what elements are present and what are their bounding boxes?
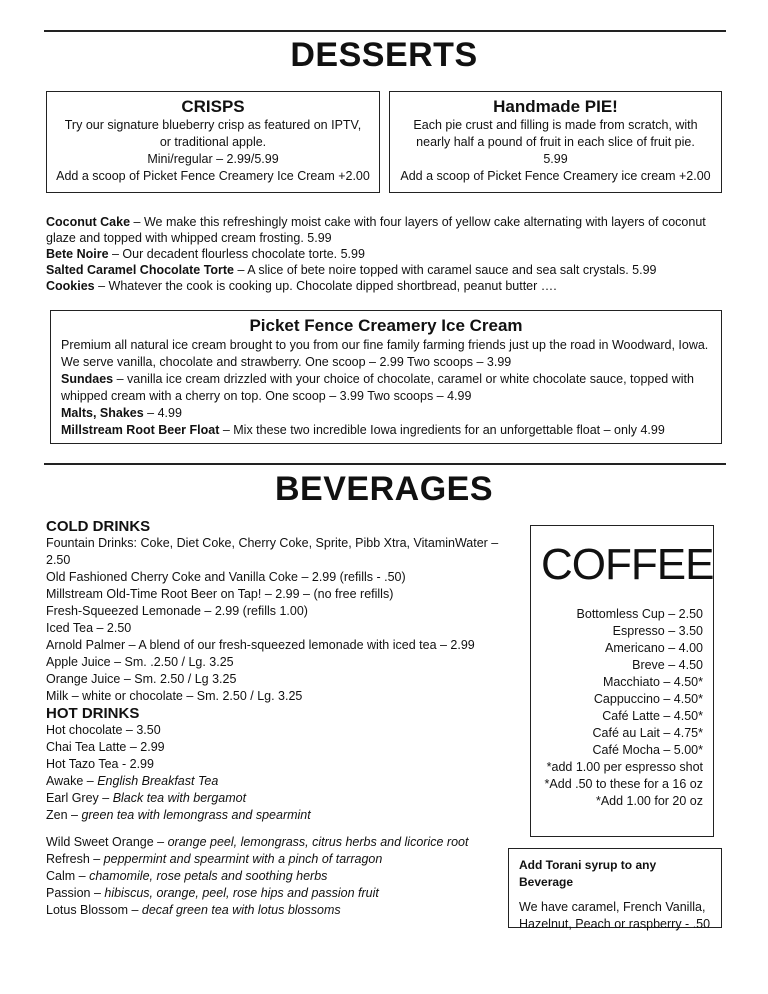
- tea-name: Refresh –: [46, 852, 104, 866]
- coffee-item: Café Mocha – 5.00*: [592, 743, 703, 757]
- tea-item: [46, 868, 516, 885]
- cold-drink-item: Orange Juice – Sm. 2.50 / Lg 3.25: [46, 672, 237, 686]
- hot-drink-item: Hot chocolate – 3.50: [46, 723, 161, 737]
- cold-drink-item: Fresh-Squeezed Lemonade – 2.99 (refills 1.00): [46, 604, 308, 618]
- tea-desc: hibiscus, orange, peel, rose hips and passion fruit: [104, 886, 379, 900]
- tea-name: Zen –: [46, 808, 82, 822]
- coffee-item: Espresso – 3.50: [612, 624, 703, 638]
- coffee-box: [530, 525, 714, 837]
- crisps-line: Try our signature blueberry crisp as featured on IPTV, or traditional apple.: [64, 118, 362, 149]
- coffee-item: Café Latte – 4.50*: [602, 709, 703, 723]
- hot-drinks-heading: HOT DRINKS: [46, 705, 140, 722]
- tea-desc: English Breakfast Tea: [97, 774, 219, 788]
- pie-heading: Handmade PIE!: [493, 97, 618, 116]
- cold-drink-item: Apple Juice – Sm. .2.50 / Lg. 3.25: [46, 655, 234, 669]
- dessert-item-name: Cookies: [46, 279, 95, 293]
- dessert-item-desc: – We make this refreshingly moist cake with four layers of yellow cake alternating with layers of coconut glaze and topped with whipped cream frosting. 5.99: [46, 215, 706, 245]
- hot-drink-item: Chai Tea Latte – 2.99: [46, 740, 165, 754]
- torani-heading: Add Torani syrup to any Beverage: [519, 858, 657, 889]
- tea-desc: decaf green tea with lotus blossoms: [141, 903, 341, 917]
- tea-item: [46, 773, 516, 790]
- icecream-item-name: Millstream Root Beer Float: [61, 423, 220, 437]
- icecream-item-desc: – Mix these two incredible Iowa ingredients for an unforgettable float – only 4.99: [219, 423, 665, 437]
- coffee-title: COFFEE: [541, 540, 714, 589]
- icecream-item: [61, 371, 711, 405]
- coffee-note: *add 1.00 per espresso shot: [546, 760, 703, 774]
- dessert-list: [46, 214, 726, 294]
- coffee-item: Americano – 4.00: [605, 641, 703, 655]
- coffee-item: Breve – 4.50: [632, 658, 703, 672]
- tea-item: [46, 885, 516, 902]
- dessert-item-name: Salted Caramel Chocolate Torte: [46, 263, 235, 277]
- tea-desc: chamomile, rose petals and soothing herbs: [89, 869, 328, 883]
- icecream-item-desc: – vanilla ice cream drizzled with your choice of chocolate, caramel or white chocolate sauce, topped with whipped cream with a cherry on top. One scoop – 3.99 Two scoops – 4.99: [61, 372, 694, 403]
- cold-drink-item: Milk – white or chocolate – Sm. 2.50 / Lg. 3.25: [46, 689, 303, 703]
- top-rule: [44, 30, 726, 32]
- dessert-item: [46, 214, 726, 246]
- dessert-item-name: Bete Noire: [46, 247, 109, 261]
- icecream-item-name: Sundaes: [61, 372, 114, 386]
- icecream-item-desc: – 4.99: [143, 406, 182, 420]
- coffee-note: *Add 1.00 for 20 oz: [595, 794, 703, 808]
- tea-desc: Black tea with bergamot: [112, 791, 247, 805]
- beverage-list: [46, 518, 516, 919]
- dessert-item-desc: – A slice of bete noire topped with caramel sauce and sea salt crystals. 5.99: [234, 263, 657, 277]
- cold-drinks-heading: COLD DRINKS: [46, 518, 151, 535]
- hot-drink-item: Hot Tazo Tea - 2.99: [46, 757, 154, 771]
- pie-line: Each pie crust and filling is made from scratch, with nearly half a pound of fruit in each slice of fruit pie.: [413, 118, 698, 149]
- tea-item: [46, 834, 516, 851]
- cold-drink-item: Fountain Drinks: Coke, Diet Coke, Cherry Coke, Sprite, Pibb Xtra, VitaminWater – 2.50: [46, 536, 499, 567]
- tea-name: Lotus Blossom –: [46, 903, 142, 917]
- dessert-item-name: Coconut Cake: [46, 215, 131, 229]
- crisps-line: Mini/regular – 2.99/5.99: [147, 152, 279, 166]
- tea-name: Passion –: [46, 886, 105, 900]
- pie-box: [389, 91, 722, 193]
- torani-box: [508, 848, 722, 931]
- coffee-item: Macchiato – 4.50*: [602, 675, 703, 689]
- tea-item: [46, 790, 516, 807]
- cold-drink-item: Millstream Old-Time Root Beer on Tap! – 2.99 – (no free refills): [46, 587, 394, 601]
- tea-desc: green tea with lemongrass and spearmint: [81, 808, 311, 822]
- icecream-box: [50, 310, 722, 444]
- dessert-item: [46, 246, 726, 262]
- dessert-item: [46, 278, 726, 294]
- tea-desc: peppermint and spearmint with a pinch of tarragon: [103, 852, 383, 866]
- tea-name: Wild Sweet Orange –: [46, 835, 168, 849]
- tea-item: [46, 851, 516, 868]
- desserts-title: DESSERTS: [290, 36, 478, 74]
- crisps-heading: CRISPS: [181, 97, 245, 116]
- pie-line: 5.99: [543, 152, 568, 166]
- icecream-item-name: Malts, Shakes: [61, 406, 144, 420]
- tea-name: Calm –: [46, 869, 90, 883]
- tea-name: Earl Grey –: [46, 791, 113, 805]
- tea-item: [46, 902, 516, 919]
- coffee-note: *Add .50 to these for a 16 oz: [544, 777, 703, 791]
- dessert-item-desc: – Our decadent flourless chocolate torte. 5.99: [108, 247, 365, 261]
- torani-text: We have caramel, French Vanilla, Hazelnut, Peach or raspberry - .50: [519, 900, 711, 931]
- tea-name: Awake –: [46, 774, 98, 788]
- middle-rule: [44, 463, 726, 465]
- icecream-intro: Premium all natural ice cream brought to you from our fine family farming friends just up the road in Woodward, Iowa. We serve vanilla, chocolate and strawberry. One scoop – 2.99 Two scoops – 3.99: [61, 338, 709, 369]
- crisps-box: [46, 91, 380, 193]
- icecream-heading: Picket Fence Creamery Ice Cream: [249, 316, 523, 335]
- cold-drink-item: Old Fashioned Cherry Coke and Vanilla Coke – 2.99 (refills - .50): [46, 570, 406, 584]
- pie-line: Add a scoop of Picket Fence Creamery ice cream +2.00: [400, 169, 711, 183]
- icecream-item: [61, 405, 711, 422]
- dessert-item-desc: – Whatever the cook is cooking up. Chocolate dipped shortbread, peanut butter ….: [94, 279, 557, 293]
- coffee-item: Café au Lait – 4.75*: [592, 726, 703, 740]
- tea-item: [46, 807, 516, 824]
- dessert-item: [46, 262, 726, 278]
- cold-drink-item: Iced Tea – 2.50: [46, 621, 132, 635]
- icecream-item: [61, 422, 711, 439]
- coffee-item: Bottomless Cup – 2.50: [576, 607, 703, 621]
- beverages-title: BEVERAGES: [275, 470, 493, 508]
- cold-drink-item: Arnold Palmer – A blend of our fresh-squeezed lemonade with iced tea – 2.99: [46, 638, 475, 652]
- coffee-item: Cappuccino – 4.50*: [593, 692, 703, 706]
- tea-desc: orange peel, lemongrass, citrus herbs and licorice root: [167, 835, 469, 849]
- crisps-line: Add a scoop of Picket Fence Creamery Ice Cream +2.00: [56, 169, 370, 183]
